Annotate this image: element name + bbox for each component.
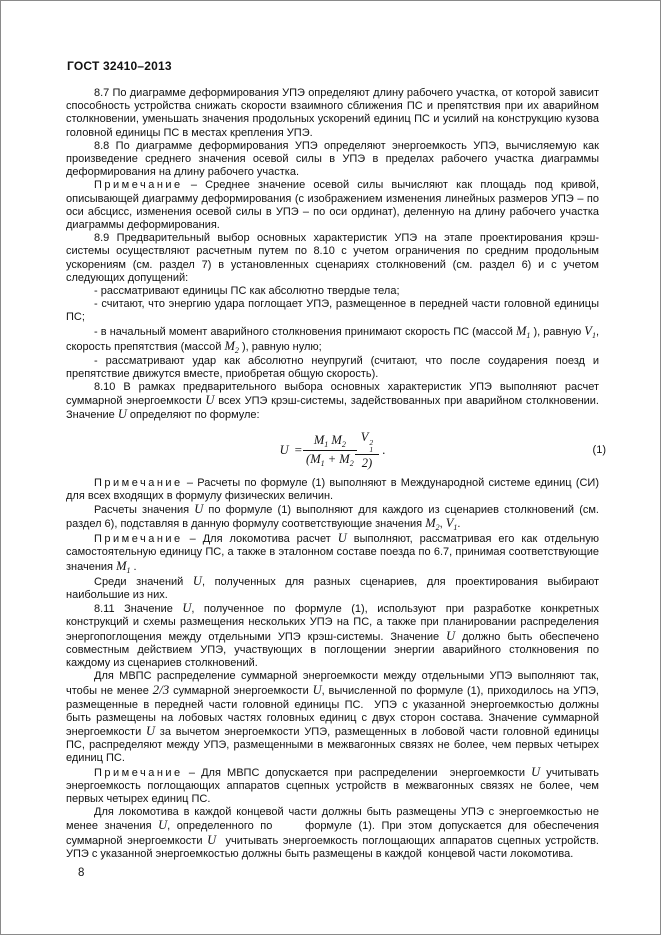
note-label: Примечание	[94, 476, 183, 489]
formula-number: (1)	[592, 444, 606, 457]
math-variable: $M_2$	[425, 516, 440, 533]
paragraph: 8.7 По диаграмме деформирования УПЭ определяют длину рабочего участка, от которой зависит способность устройства снижать скорости взаимного сближения ПС и препятствия при их аварийном столкновении, уменьшать значения продольных ускорений единиц ПС и усилий на конструкцию кузова головной единицы ПС в местах крепления УПЭ.	[66, 87, 599, 139]
math-variable: U	[117, 407, 127, 422]
paragraph: - рассматривают единицы ПС как абсолютно твердые тела;	[94, 285, 400, 298]
math-variable: U	[146, 723, 156, 738]
paragraph: - считают, что энергию удара поглощает УПЭ, размещенное в передней части головной единицы ПС;	[66, 298, 599, 324]
note-label: Примечание	[94, 179, 183, 192]
paragraph: Среди значений U, полученных для разных сценариев, для проектирования выбирают наибольшие из них.	[66, 573, 599, 601]
math-variable: U	[279, 442, 289, 457]
math-variable: U	[207, 832, 217, 847]
fraction: V 2 1 2)	[358, 430, 376, 471]
note-label: Примечание	[94, 533, 183, 546]
fraction: $\frac{M_1 M_2}{(M_1 + M_2}$	[306, 433, 354, 468]
paragraph: - рассматривают удар как абсолютно неупругий (считают, что после соударения поезд и препятствие движутся вместе, приобретая общую скорость).	[66, 354, 599, 380]
paragraph: 8.8 По диаграмме деформирования УПЭ определяют энергоемкость УПЭ, вычисляемую как произведение среднего значения осевой силы в УПЭ в пределах рабочего участка диаграммы деформирования на длину рабочего участка.	[66, 139, 599, 179]
paragraph: 8.9 Предварительный выбор основных характеристик УПЭ на этапе проектирования крэш-системы осуществляют расчетным путем по 8.10 с учетом ограничения по средним продольным ускорениям (см. раздел 7) в установленных сценариях столкновений (см. раздел 6) и с учетом следующих допущений:	[66, 232, 599, 284]
math-variable: U	[158, 818, 168, 833]
math-variable: U	[194, 502, 204, 517]
math-variable: $M_1$	[313, 432, 329, 449]
math-variable: $M_2$	[224, 338, 239, 355]
paragraph: Расчеты значения U по формуле (1) выполняют для каждого из сценариев столкновений (см. раздел 6), подставляя в данную формулу соответствующие значения $M_2$, $V_1$.	[66, 502, 599, 533]
math-variable: $M_1$	[310, 451, 325, 468]
math-variable: $M_1$	[515, 323, 531, 340]
math-variable: U	[192, 573, 202, 588]
note-paragraph: Примечание – Для МВПС допускается при распределении энергоемкости U учитывать энергоемкость поглощающих аппаратов сцепных устройств в межвагонных связях не более, чем первых четырех единиц ПС.	[66, 764, 599, 805]
note-paragraph: Примечание – Для локомотива расчет U выполняют, рассматривая его как отдельную самостоятельную единицу ПС, а также в эталонном составе поезда по 6.7, принимая соответствующие значения $M_1$ .	[66, 531, 600, 575]
paragraph: 8.10 В рамках предварительного выбора основных характеристик УПЭ выполняют расчет суммарной энергоемкости U всех УПЭ крэш-системы, задействованных при аварийном столкновении. Значение U определяют по формуле:	[66, 381, 599, 422]
math-variable: $M_2$	[339, 451, 354, 468]
paragraph: 8.11 Значение U, полученное по формуле (1), используют при разработке конкретных конструкций и схемы размещения нескольких УПЭ на ПС, а также при планировании распределения энергопоглощения между отдельными УПЭ крэш-системы. Значение U должно быть обеспечено совместным действием УПЭ, участвующих в поглощении энергии аварийного столкновения по каждому из сценариев столкновений.	[66, 601, 599, 669]
math-variable: $M_2$	[331, 432, 346, 449]
note-label: Примечание	[94, 766, 183, 779]
inline-fraction: 2/3	[152, 682, 170, 698]
formula: U = $\frac{M_1 M_2}{(M_1 + M_2}$ V 2 1 2) . (1)	[279, 429, 606, 470]
document-header: ГОСТ 32410–2013	[67, 59, 172, 73]
note-paragraph: Примечание – Расчеты по формуле (1) выполняют в Международной системе единиц (СИ) для всех входящих в формулу физических величин.	[66, 476, 599, 502]
math-variable: $V_1$	[445, 516, 458, 533]
math-variable: U	[337, 531, 347, 546]
paragraph: Для МВПС распределение суммарной энергоемкости между отдельными УПЭ выполняют так, чтобы не менее 2/3 суммарной энергоемкости U, вычисленной по формуле (1), приходилось на УПЭ, размещенные в передней части головной единицы ПС. УПЭ с указанной энергоемкостью должны быть размещены на лобовых частях головных единиц с двух сторон состава. Значение суммарной энергоемкости U за вычетом энергоемкости УПЭ, размещенных в лобовой части головной единицы ПС, распределяют между УПЭ, размещенными в межвагонных связях не более, чем первых четырех единиц ПС.	[66, 670, 599, 765]
document-body	[66, 87, 606, 861]
math-variable: U	[182, 601, 192, 616]
math-variable: U	[531, 764, 541, 779]
paragraph: - в начальный момент аварийного столкновения принимают скорость ПС (массой $M_1$ ), равную $V_1$, скорость препятствия (массой $M_2$ ), равную нулю;	[66, 323, 599, 355]
note-paragraph: Примечание – Среднее значение осевой силы вычисляют как площадь под кривой, описывающей диаграмму деформирования (с изображением изменения линейных размеров УПЭ – по оси абсцисс, изменения осевой силы в УПЭ – по оси ординат), деленную на длину рабочего участка диаграммы деформирования.	[66, 179, 599, 232]
math-variable: $M_1$	[116, 558, 131, 575]
math-variable: V 2 1	[360, 429, 374, 454]
page-number: 8	[78, 867, 85, 879]
math-variable: U	[312, 683, 322, 698]
math-variable: U	[446, 628, 456, 643]
paragraph: Для локомотива в каждой концевой части должны быть размещены УПЭ с энергоемкостью не менее значения U, определенного по формуле (1). При этом допускается для обеспечения суммарной энергоемкости U учитывать энергоемкость поглощающих аппаратов сцепных устройств. УПЭ с указанной энергоемкостью должны быть размещены в каждой концевой части локомотива.	[66, 806, 600, 860]
math-variable: $V_1$	[584, 323, 596, 340]
math-variable: U	[205, 393, 215, 408]
